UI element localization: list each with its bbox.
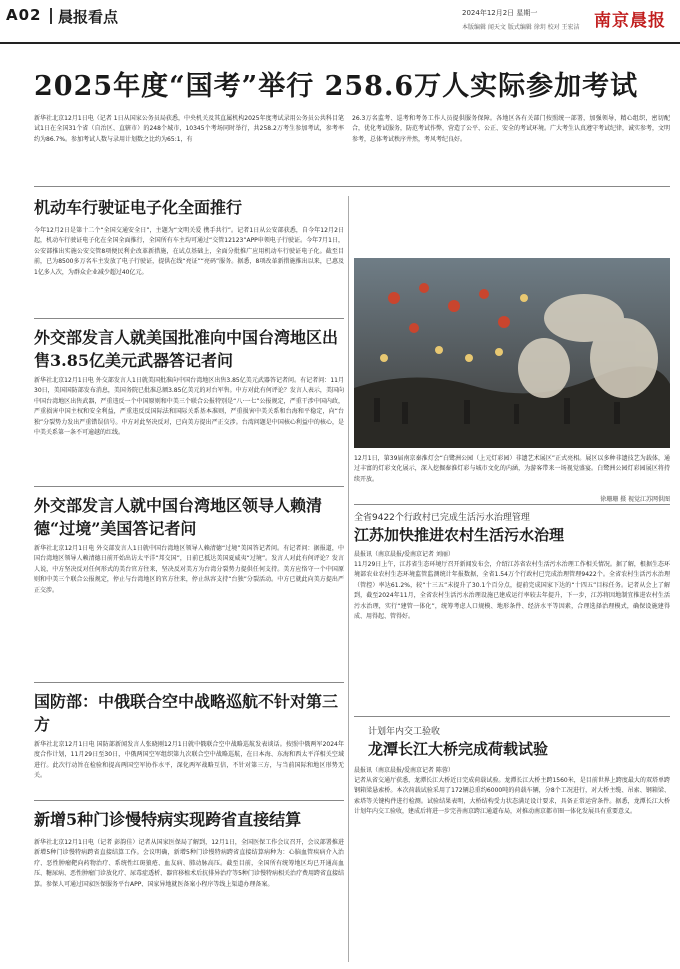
article-title-patrol: 国防部：中俄联合空中战略巡航不针对第三方 — [34, 692, 339, 734]
newspaper-logo: 南京晨报 — [594, 11, 666, 31]
article-kicker-bridge: 计划年内交工验收 — [368, 727, 441, 737]
article-title-medical: 新增5种门诊慢特病实现跨省直接结算 — [34, 810, 302, 829]
rule-2 — [34, 486, 344, 487]
rule-5 — [354, 504, 670, 505]
rule-4 — [34, 800, 344, 801]
article-title-license: 机动车行驶证电子化全面推行 — [34, 198, 243, 217]
header-divider — [50, 8, 52, 24]
article-kicker-sewage: 全省9422个行政村已完成生活污水治理管理 — [354, 513, 530, 523]
section-title: 晨报看点 — [58, 8, 119, 26]
photo-credit: 徐珊珊 摄 视觉江苏网供图 — [600, 496, 670, 503]
article-title-transit: 外交部发言人就中国台湾地区领导人赖清德“过境”美国答记者问 — [34, 496, 323, 538]
lead-headline: 2025年度“国考”举行 258.6万人实际参加考试 — [34, 71, 639, 102]
column-divider — [348, 196, 349, 962]
article-title-sewage: 江苏加快推进农村生活污水治理 — [354, 526, 565, 544]
article-body-transit: 新华社北京12月1日电 外交部发言人1日就中国台湾地区领导人赖清德“过境”美国答记者问。有记者问：据报道，中国台湾地区领导人赖清德日前开始出访太平洋“邦交国”，日前已抵达美国夏威夷“过境”。发言人对此有何评论？发言人说，中方坚决反对任何形式的美台官方往来，坚决反对美方为台湾分裂势力提供任何支持。美方应恪守一个中国原则和中美三个联合公报规定，停止与台湾地区的官方往来，停止纵容支持“台独”分裂活动。中方已就此向美方提出严正交涉。 — [34, 545, 344, 594]
rule-6 — [354, 716, 670, 717]
article-body-sewage: 11月29日上午，江苏省生态环境厅召开新闻发布会，介绍江苏省农村生活污水治理工作相关情况。据了解，根据生态环境部农业农村生态环境监管监测统计年报数据，全省1.54万个行政村已完成治理管理9422个。全省农村生活污水治理（管控）率达61.2%，较“十三五”末提升了30.1个百分点，提前完成国家下达的“十四五”目标任务。记者从会上了解到，截至2024年11月，全省农村生活污水治理设施已建成运行率较去年提升，下一步，江苏将因地制宜推进农村生活污水治理，实行“建管一体化”，统筹考虑人口规模、地形条件、经济水平等因素，合理选择治理模式，确保设施建得成、用得起、管得好。 — [354, 561, 670, 621]
lead-body-1: 新华社北京12月1日电（记者 1日从国家公务员局获悉，中央机关及其直属机构2025年度考试录用公务员公共科目笔试1日在全国31个省（自治区、直辖市）的248个城市，10345个考场同时举行，共258.2万考生参加考试，参考率约为86.7%。参加考试人数与录用计划数之比约为65:1，有 — [34, 115, 344, 143]
article-body-patrol: 新华社北京12月1日电 国防部新闻发言人张晓刚12月1日就中俄联合空中战略巡航发表谈话。按照中俄两军2024年度合作计划，11月29日至30日，中俄两国空军组织第九次联合空中战略巡航，在日本海、东海和西太平洋相关空域进行。此次行动旨在检验和提高两国空军协作水平，深化两军战略互信，不针对第三方，与当前国际和地区形势无关。 — [34, 741, 344, 780]
photo-caption: 12月1日，第39届南京秦淮灯会“白鹭洲公园（上元灯彩园）非遗艺术展区”正式亮相。展区以多种非遗技艺为载体，通过丰富的灯彩文化展示，深入挖掘秦淮灯彩与城市文化的内涵，为游客带来一场视觉盛宴。白鹭洲公园灯彩园展区将持续开放。 — [354, 455, 670, 483]
article-title-arms: 外交部发言人就美国批准向中国台湾地区出售3.85亿美元武器答记者问 — [34, 328, 339, 370]
rule-1 — [34, 318, 344, 319]
lantern-festival-photo — [354, 258, 670, 448]
article-body-license: 今年12月2日是第十二个“全国交通安全日”，主题为“文明关爱 携手共行”。记者1日从公安部获悉，自今年12月2日起，机动车行驶证电子化在全国全面推行，全国所有车主均可通过“交管12123”APP申领电子行驶证。今年7月1日，公安部推出实施公安交管8项便民利企改革新措施，在试点基础上，全面分批推广应用机动车行驶证电子化。截至目前，已为8500多万名车主发放了电子行驶证，提供在线“亮证”“亮码”服务。据悉，8项改革新措施推出以来，已惠及1亿多人次，为群众企业减少超过40亿元。 — [34, 227, 344, 276]
article-body-medical: 新华社北京12月1日电（记者 彭韵佳）记者从国家医保局了解到，12月1日，全国医保工作会议召开，会议部署推进新增5种门诊慢特病跨省直接结算工作。会议明确，新增5种门诊慢特病跨省直接结算病种为：心脑血管疾病介入治疗、恶性肿瘤靶向药物治疗、系统性红斑狼疮、血友病、肺动脉高压。截至目前，全国所有统筹地区均已开通高血压、糖尿病、恶性肿瘤门诊放化疗、尿毒症透析、器官移植术后抗排异治疗等5种门诊慢特病相关治疗费用跨省直接结算。参保人可通过国家医保服务平台APP、国家异地就医备案小程序等线上渠道办理备案。 — [34, 839, 344, 888]
article-body-bridge: 记者从省交通厅获悉，龙潭长江大桥近日完成荷载试验。龙潭长江大桥主跨1560米，是目前世界上跨度最大的双塔单跨钢箱梁悬索桥。本次荷载试验采用了172辆总重约6000吨的荷载车辆，分8个工况进行，对大桥主缆、吊索、钢箱梁、索塔等关键构件进行检测。试验结果表明，大桥结构受力状态满足设计要求，具备正常运营条件。据悉，龙潭长江大桥计划年内交工验收，建成后将进一步完善南京跨江通道布局，对推动南京都市圈一体化发展具有重要意义。 — [354, 777, 670, 816]
page-number: A02 — [6, 6, 42, 24]
article-byline-bridge: 晨报讯（南京晨报/爱南京记者 陈蓉） — [354, 767, 454, 774]
article-title-bridge: 龙潭长江大桥完成荷载试验 — [368, 740, 549, 758]
lead-body-2: 26.3万名监考、巡考和考务工作人员提供服务保障。各地区各有关部门按照统一部署，加强领导，精心组织，密切配合，优化考试服务，防范考试作弊，营造了公平、公正、安全的考试环境。广大考生认真遵守考试纪律，诚实参考，文明参考，总体考试秩序井然，考风考纪良好。 — [352, 115, 670, 143]
issue-date: 2024年12月2日 星期一 — [462, 9, 538, 17]
lead-rule — [34, 186, 670, 187]
photo-caption-block — [354, 454, 670, 503]
article-byline-sewage: 晨报讯（南京晨报/爱南京记者 刘丽） — [354, 551, 454, 558]
lantern-photo-illustration — [354, 258, 670, 448]
editor-credits: 本版编辑 闻天文 版式编辑 徐玥 校对 王宏洁 — [462, 24, 580, 31]
rule-3 — [34, 682, 344, 683]
article-body-arms: 新华社北京12月1日电 外交部发言人1日就美国批准向中国台湾地区出售3.85亿美元武器答记者问。有记者问：11月30日，美国国防部发布消息，美国务院已批准总额3.85亿美元的对台军售。中方对此有何评论？发言人表示，美国向中国台湾地区出售武器，严重违反一个中国原则和中美三个联合公报特别是“八·一七”公报规定，严重干涉中国内政，严重损害中国主权和安全利益，严重违反反国际法和国际关系基本准则，严重损害中美关系和台海和平稳定，向“台独”分裂势力发出严重错误信号。中方对此坚决反对，已向美方提出严正交涉。台湾问题是中国核心利益中的核心，是中美关系第一条不可逾越的红线。 — [34, 377, 344, 437]
